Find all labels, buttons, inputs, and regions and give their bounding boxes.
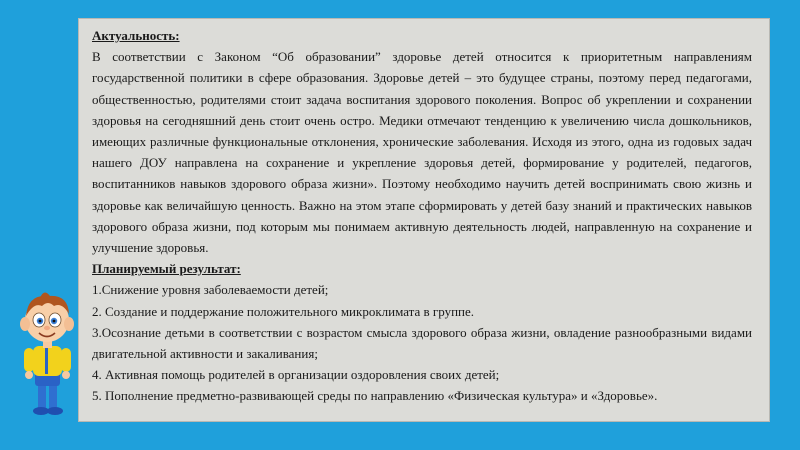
slide-content xyxy=(92,25,752,407)
results-heading: Планируемый результат: xyxy=(92,261,241,277)
list-item: 4. Активная помощь родителей в организации оздоровления своих детей; xyxy=(92,367,500,383)
relevance-text: В соответствии с Законом “Об образовании” здоровье детей относится к приоритетным направлениям государственной политики в сфере образования. Здоровье детей – это будущее страны, поэтому перед педагогами, общественностью, родителями стоит задача воспитания здорового поколения. Вопрос об укреплении и сохранении здоровья на сегодняшний день стоит очень остро. Медики отмечают тенденцию к увеличению числа дошкольников, имеющих различные функциональные отклонения, хронические заболевания. Исходя из этого, одна из годовых задач нашего ДОУ направлена на сохранение и укрепление здоровья детей, формирование у родителей, педагогов, воспитанников навыков здорового образа жизни». Поэтому необходимо научить детей воспринимать свою жизнь и здоровье как величайшую ценность. Важно на этом этапе сформировать у детей базу знаний и практических навыков здорового образа жизни, под которым мы понимаем активную деятельность людей, направленную на сохранение и улучшение здоровья. xyxy=(92,49,752,256)
relevance-heading: Актуальность: xyxy=(92,28,180,43)
list-item: 2. Создание и поддержание положительного микроклимата в группе. xyxy=(92,303,475,319)
results-list xyxy=(92,279,752,406)
list-item: 1.Снижение уровня заболеваемости детей; xyxy=(92,282,329,298)
list-item: 3.Осознание детьми в соответствии с возрастом смысла здорового образа жизни, овладение разнообразными видами двигательной активности и закаливания; xyxy=(92,324,752,362)
list-item: 5. Пополнение предметно-развивающей среды по направлению «Физическая культура» и «Здоровье». xyxy=(92,388,658,404)
cartoon-boy-illustration xyxy=(14,288,80,420)
